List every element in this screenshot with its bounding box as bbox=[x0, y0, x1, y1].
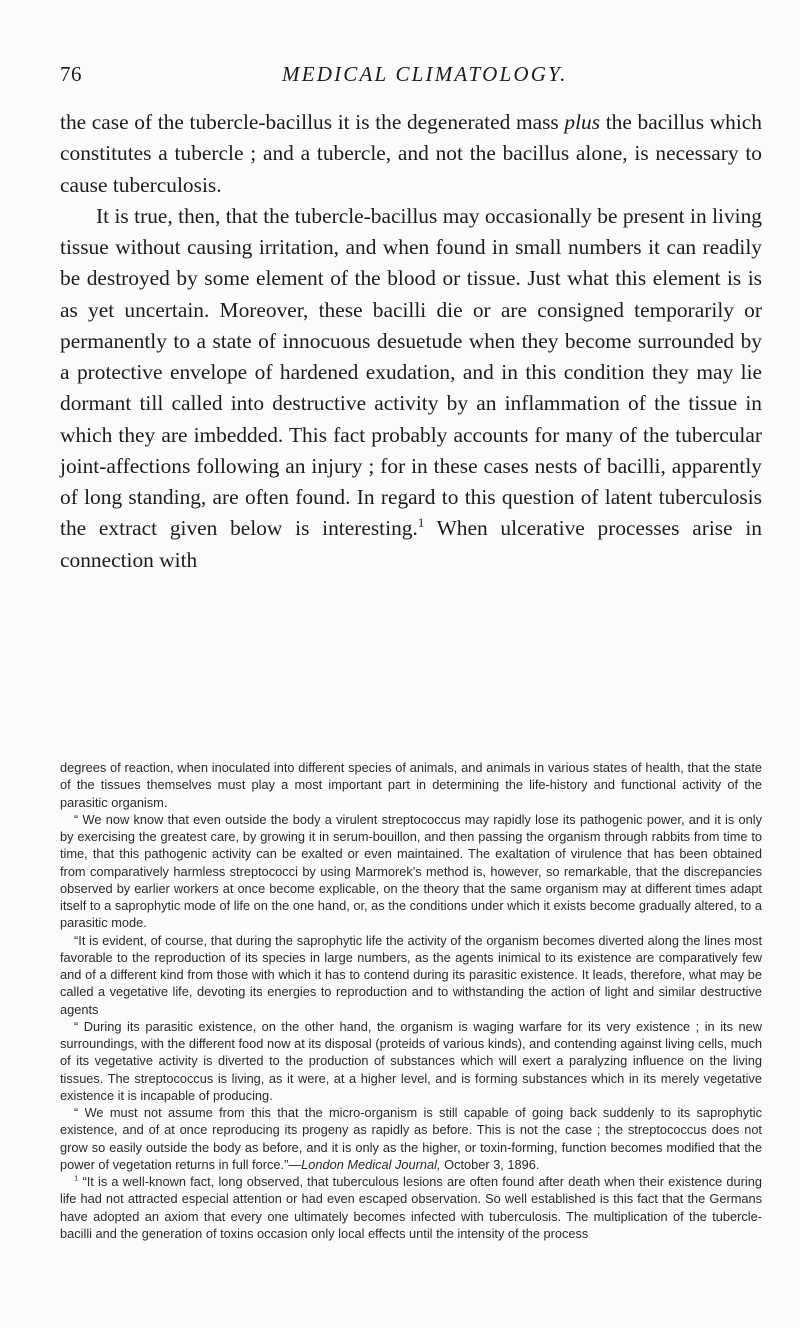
citation-source: London Medical Journal, bbox=[301, 1156, 441, 1172]
footnote bbox=[60, 1173, 762, 1242]
text-run: October 3, 1896. bbox=[440, 1156, 540, 1172]
footnote-ref: 1 bbox=[417, 516, 425, 531]
text-run: the bacillus which constitutes a tubercle ; and a tubercle, and not the bacillus alone, is necessary to cause tuberculosis. bbox=[60, 110, 762, 197]
footnote-marker: 1 bbox=[74, 1173, 79, 1183]
footnote-paragraph: “ We now know that even outside the body a virulent streptococcus may rapidly lose its pathogenic power, and it is only by exercising the greatest care, by growing it in serum-bouillon, and then passing the organism through rabbits from time to time, that this pathogenic activity can be exalted or even maintained. The exaltation of virulence that has been obtained from comparatively harmless streptococci by using Marmorek's method is, however, so remarkable, that the discrepancies observed by earlier workers at once become explicable, on the theory that the same organism may at different times adapt itself to a saprophytic mode of life on the one hand, or, as the conditions under which it exists become gradually altered, to a parasitic mode. bbox=[60, 811, 762, 931]
text-run: It is true, then, that the tubercle-bacillus may occasionally be present in living tissue without causing irritation, and when found in small numbers it can readily be destroyed by some element of the blood or tissue. Just what this element is is as yet uncertain. Moreover, these bacilli die or are consigned temporarily or permanently to a state of innocuous desuetude when they become surrounded by a protective envelope of hardened exudation, and in this condition they may lie dormant till called into destructive activity by an inflammation of the tissue in which they are imbedded. This fact probably accounts for many of the tubercular joint-affections following an injury ; for in these cases nests of bacilli, apparently of long standing, are often found. In regard to this question of latent tuberculosis the extract given below is interesting. bbox=[60, 203, 762, 541]
footnote-paragraph bbox=[60, 1104, 762, 1173]
running-title: MEDICAL CLIMATOLOGY. bbox=[282, 62, 568, 86]
paragraph-continuation bbox=[60, 107, 762, 201]
footnote-continuation: degrees of reaction, when inoculated into different species of animals, and animals in various states of health, that the state of the tissues themselves must play a most important part in determining the life-history and functional activity of the parasitic organism. bbox=[60, 760, 762, 810]
paragraph bbox=[60, 201, 762, 576]
footnote-paragraph: “ During its parasitic existence, on the other hand, the organism is waging warfare for its very existence ; in its new surroundings, with the different food now at its disposal (proteids of various kinds), and contending against living cells, much of its vegetative activity is diverted to the production of substances which will exert a paralyzing influence on the living tissues. The streptococcus is living, as it were, at a higher level, and is forming substances which in its merely vegetative existence it is incapable of producing. bbox=[60, 1018, 762, 1103]
page-header bbox=[0, 62, 800, 92]
text-run: When ulcerative processes arise in connection with bbox=[60, 516, 763, 572]
italic-term: plus bbox=[564, 110, 601, 134]
text-run: the case of the tubercle-bacillus it is the degenerated mass bbox=[60, 110, 565, 134]
text-run: “ We must not assume from this that the micro-organism is still capable of going back suddenly to its saprophytic existence, and of at once reproducing its progeny as rapidly as before. This is not the case ; the streptococcus does not grow so easily outside the body as before, and it is only as the higher, or toxin-forming, function becomes modified that the power of vegetation returns in full force.”— bbox=[60, 1105, 762, 1172]
footnotes bbox=[60, 759, 762, 1242]
text-run: “It is a well-known fact, long observed, that tuberculous lesions are often found after death when their existence during life had not attracted especial attention or had even escaped observation. So well established is this fact that the Germans have adopted an axiom that every one ultimately becomes infected with tuberculosis. The multiplication of the tubercle-bacilli and the generation of toxins occasion only local effects until the intensity of the process bbox=[60, 1174, 762, 1241]
footnote-paragraph: “It is evident, of course, that during the saprophytic life the activity of the organism becomes diverted along the lines most favorable to the reproduction of its species in large numbers, as the agents inimical to its existence are comparatively few and of a different kind from those with which it has to contend during its parasitic existence. It leads, therefore, what may be called a vegetative life, devoting its energies to reproduction and to withstanding the action of light and similar destructive agents bbox=[60, 932, 762, 1017]
main-text bbox=[60, 107, 762, 576]
page-number: 76 bbox=[60, 62, 82, 86]
